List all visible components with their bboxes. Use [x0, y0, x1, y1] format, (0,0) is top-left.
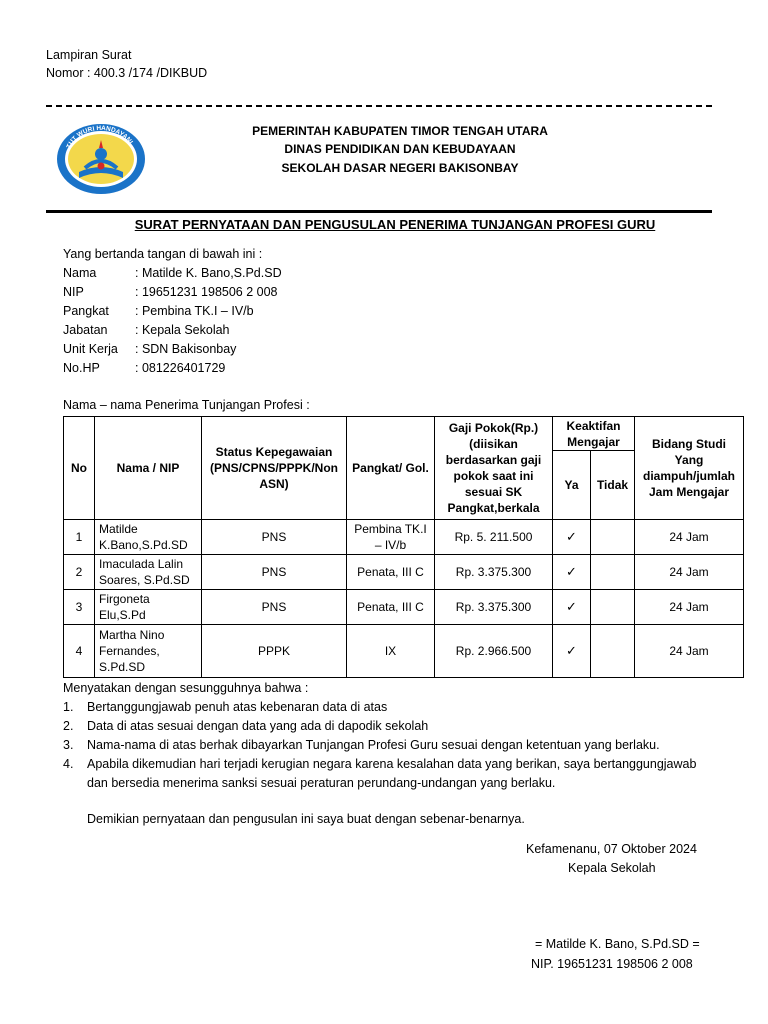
nomor-label: Nomor : 400.3 /174 /DIKBUD — [46, 66, 208, 80]
signature-place-date: Kefamenanu, 07 Oktober 2024 — [526, 842, 697, 856]
table-row — [64, 625, 744, 678]
statement-text: Data di atas sesuai dengan data yang ada di dapodik sekolah — [87, 719, 429, 733]
identity-label-nip: NIP — [63, 285, 84, 299]
header-tidak: Tidak — [591, 451, 635, 520]
table-row — [64, 520, 744, 555]
header-status: Status Kepegawaian (PNS/CPNS/PPPK/Non ASN) — [202, 417, 347, 520]
table-row — [64, 555, 744, 590]
identity-label-unit-kerja: Unit Kerja — [63, 342, 118, 356]
closing-text: Demikian pernyataan dan pengusulan ini saya buat dengan sebenar-benarnya. — [87, 812, 525, 826]
identity-label-jabatan: Jabatan — [63, 323, 108, 337]
statement-text: Apabila dikemudian hari terjadi kerugian negara karena kesalahan data yang berikan, saya bertanggungjawab — [87, 757, 697, 771]
row-nama: Firgoneta Elu,S.Pd — [95, 590, 202, 625]
row-bidang: 24 Jam — [635, 590, 744, 625]
row-pangkat: Penata, III C — [347, 590, 435, 625]
row-nama: Imaculada Lalin Soares, S.Pd.SD — [95, 555, 202, 590]
header-ya: Ya — [553, 451, 591, 520]
signature-position: Kepala Sekolah — [568, 861, 656, 875]
identity-label-pangkat: Pangkat — [63, 304, 109, 318]
identity-value-unit-kerja: : SDN Bakisonbay — [135, 342, 237, 356]
letterhead-line-1: PEMERINTAH KABUPATEN TIMOR TENGAH UTARA — [252, 124, 548, 138]
header-pangkat: Pangkat/ Gol. — [347, 417, 435, 520]
table-row — [64, 590, 744, 625]
tut-wuri-handayani-logo — [55, 122, 147, 196]
row-nama: Martha Nino Fernandes, S.Pd.SD — [95, 625, 202, 678]
header-gaji: Gaji Pokok(Rp.) (diisikan berdasarkan gaji pokok saat ini sesuai SK Pangkat,berkala — [435, 417, 553, 520]
row-pangkat: IX — [347, 625, 435, 678]
row-ya-check: ✓ — [553, 520, 591, 555]
identity-value-pangkat: : Pembina TK.I – IV/b — [135, 304, 254, 318]
row-ya-check: ✓ — [553, 590, 591, 625]
identity-value-nip: : 19651231 198506 2 008 — [135, 285, 278, 299]
dashed-divider — [46, 105, 712, 107]
row-status: PPPK — [202, 625, 347, 678]
row-tidak — [591, 555, 635, 590]
row-nama: Matilde K.Bano,S.Pd.SD — [95, 520, 202, 555]
header-no: No — [64, 417, 95, 520]
logo-motto: TUT WURI HANDAYANI — [65, 124, 134, 150]
row-gaji: Rp. 2.966.500 — [435, 625, 553, 678]
row-tidak — [591, 625, 635, 678]
signature-name: = Matilde K. Bano, S.Pd.SD = — [535, 937, 700, 951]
intro-text: Yang bertanda tangan di bawah ini : — [63, 247, 263, 261]
row-pangkat: Pembina TK.I – IV/b — [347, 520, 435, 555]
row-bidang: 24 Jam — [635, 555, 744, 590]
statement-number: 4. — [63, 757, 74, 771]
identity-value-nohp: : 081226401729 — [135, 361, 226, 375]
header-nama: Nama / NIP — [95, 417, 202, 520]
letterhead-line-2: DINAS PENDIDIKAN DAN KEBUDAYAAN — [284, 142, 516, 156]
signature-nip: NIP. 19651231 198506 2 008 — [531, 957, 693, 971]
identity-value-nama: : Matilde K. Bano,S.Pd.SD — [135, 266, 282, 280]
identity-label-nohp: No.HP — [63, 361, 100, 375]
document-title: SURAT PERNYATAAN DAN PENGUSULAN PENERIMA TUNJANGAN PROFESI GURU — [134, 217, 656, 232]
header-keaktifan: Keaktifan Mengajar — [553, 417, 635, 451]
row-bidang: 24 Jam — [635, 625, 744, 678]
row-no: 2 — [64, 555, 95, 590]
row-ya-check: ✓ — [553, 555, 591, 590]
statement-number: 2. — [63, 719, 74, 733]
row-tidak — [591, 520, 635, 555]
statement-text: Nama-nama di atas berhak dibayarkan Tunjangan Profesi Guru sesuai dengan ketentuan yang berlaku. — [87, 738, 660, 752]
row-status: PNS — [202, 555, 347, 590]
row-status: PNS — [202, 520, 347, 555]
statement-intro: Menyatakan dengan sesungguhnya bahwa : — [63, 681, 309, 695]
row-status: PNS — [202, 590, 347, 625]
statement-text-continued: dan bersedia menerima sanksi sesuai peraturan perundang-undangan yang berlaku. — [87, 776, 556, 790]
recipients-table — [63, 416, 744, 678]
row-gaji: Rp. 5. 211.500 — [435, 520, 553, 555]
table-header-row — [64, 417, 744, 451]
lampiran-label: Lampiran Surat — [46, 48, 132, 62]
row-gaji: Rp. 3.375.300 — [435, 555, 553, 590]
statement-number: 1. — [63, 700, 74, 714]
row-no: 3 — [64, 590, 95, 625]
letterhead-divider — [46, 210, 712, 213]
letterhead-line-3: SEKOLAH DASAR NEGERI BAKISONBAY — [281, 161, 519, 175]
recipients-heading: Nama – nama Penerima Tunjangan Profesi : — [63, 398, 310, 412]
row-gaji: Rp. 3.375.300 — [435, 590, 553, 625]
statement-number: 3. — [63, 738, 74, 752]
identity-value-jabatan: : Kepala Sekolah — [135, 323, 230, 337]
row-no: 1 — [64, 520, 95, 555]
statement-text: Bertanggungjawab penuh atas kebenaran data di atas — [87, 700, 388, 714]
row-tidak — [591, 590, 635, 625]
row-bidang: 24 Jam — [635, 520, 744, 555]
row-no: 4 — [64, 625, 95, 678]
row-pangkat: Penata, III C — [347, 555, 435, 590]
header-bidang: Bidang Studi Yang diampuh/jumlah Jam Mengajar — [635, 417, 744, 520]
identity-label-nama: Nama — [63, 266, 97, 280]
row-ya-check: ✓ — [553, 625, 591, 678]
